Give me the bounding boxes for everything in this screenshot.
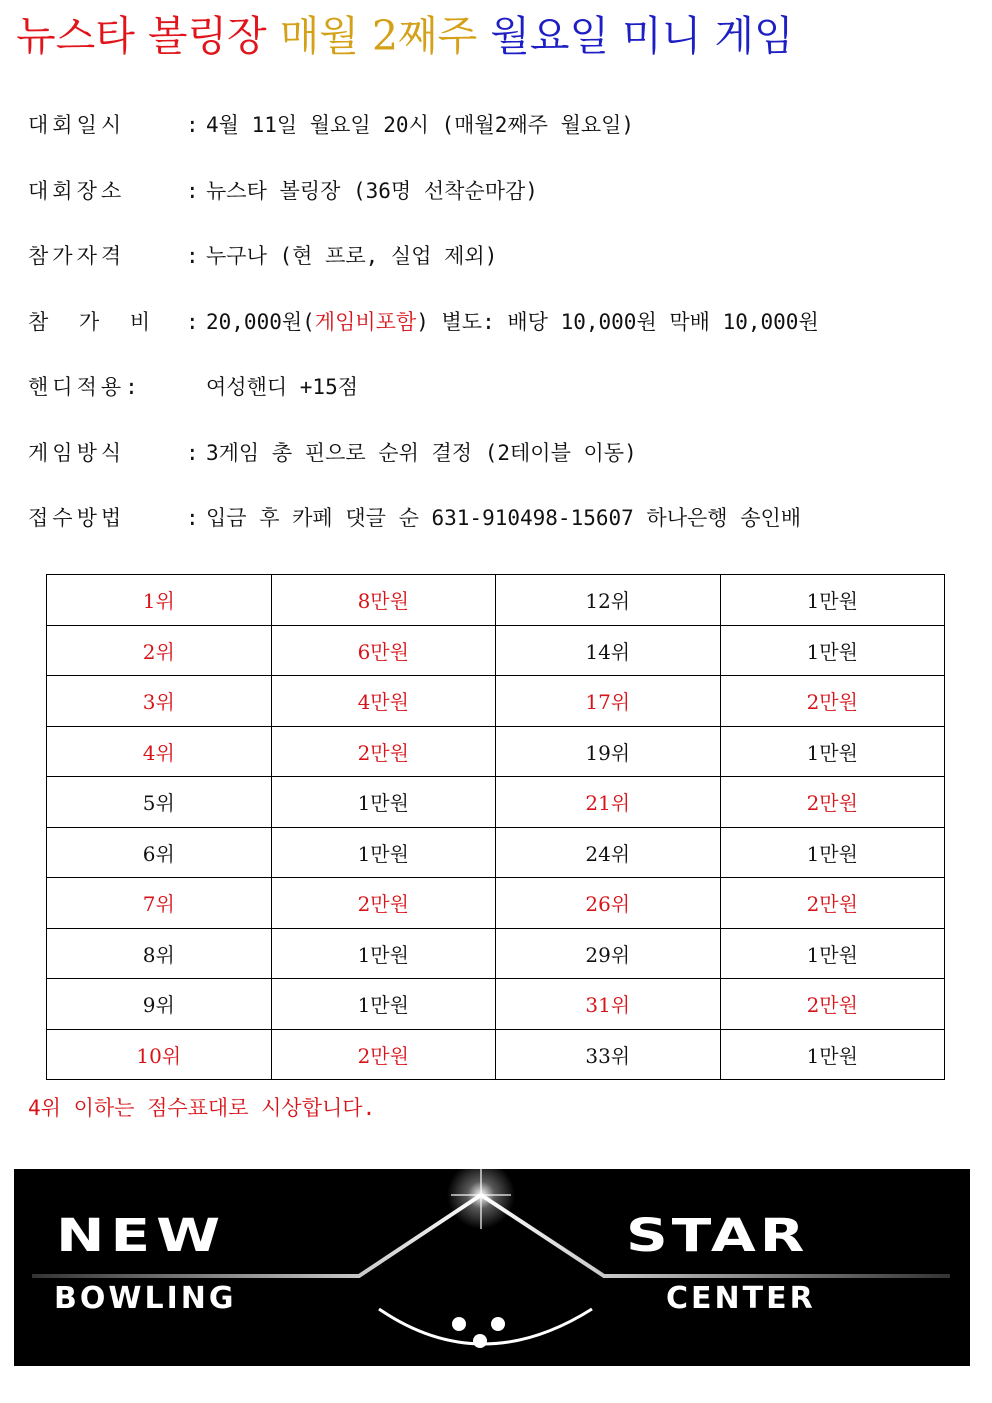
prize-cell: 1만원	[720, 928, 945, 979]
info-separator: :	[186, 113, 199, 137]
info-label: 접수방법	[28, 506, 126, 530]
info-label: 게임방식	[28, 440, 126, 465]
ball-hole-icon	[473, 1334, 487, 1348]
info-value: 입금 후 카페 댓글 순 631-910498-15607 하나은행 송인배	[206, 506, 802, 530]
logo-word-new: NEW	[56, 1209, 227, 1263]
prize-cell: 1만원	[720, 827, 945, 878]
prize-row	[47, 979, 945, 1030]
rank-cell: 19위	[496, 726, 721, 777]
rank-cell: 9위	[47, 979, 272, 1030]
prize-cell: 1만원	[720, 726, 945, 777]
rank-cell: 6위	[47, 827, 272, 878]
rank-cell: 8위	[47, 928, 272, 979]
info-label: 핸디적용:	[28, 375, 142, 399]
prize-row	[47, 777, 945, 828]
event-info	[28, 106, 968, 565]
info-row-date	[28, 106, 968, 172]
rank-cell: 14위	[496, 625, 721, 676]
rank-cell: 3위	[47, 676, 272, 727]
info-row-handicap	[28, 368, 968, 434]
info-value: 4월 11일 월요일 20시 (매월2째주 월요일)	[206, 113, 635, 137]
rank-cell: 7위	[47, 878, 272, 929]
info-separator: :	[186, 178, 199, 203]
prize-row	[47, 676, 945, 727]
prize-row	[47, 928, 945, 979]
prize-row	[47, 878, 945, 929]
prize-cell: 4만원	[271, 676, 496, 727]
page-title	[16, 8, 986, 64]
info-separator: :	[186, 440, 199, 465]
info-row-eligibility	[28, 237, 968, 303]
prize-cell: 1만원	[271, 979, 496, 1030]
prize-cell: 1만원	[271, 827, 496, 878]
prize-cell: 2만원	[271, 1029, 496, 1080]
info-row-method	[28, 434, 968, 500]
info-value: 20,000원(	[206, 309, 315, 334]
prize-cell: 8만원	[271, 575, 496, 626]
title-part-event: 월요일 미니 게임	[490, 12, 794, 60]
prize-cell: 1만원	[271, 777, 496, 828]
prize-table-body	[47, 575, 945, 1080]
info-value-highlight: 게임비포함	[314, 309, 417, 334]
title-part-schedule: 매월 2째주	[279, 12, 491, 60]
rank-cell: 4위	[47, 726, 272, 777]
prize-table	[46, 574, 945, 1080]
logo-word-center: CENTER	[666, 1281, 816, 1316]
info-label: 참 가 비	[28, 309, 160, 334]
prize-cell: 2만원	[720, 878, 945, 929]
info-value: 3게임 총 핀으로 순위 결정 (2테이블 이동)	[206, 440, 637, 465]
new-star-logo	[14, 1169, 970, 1366]
ball-hole-icon	[491, 1317, 505, 1331]
info-label: 대회일시	[28, 113, 126, 137]
rank-cell: 24위	[496, 827, 721, 878]
title-part-venue: 뉴스타 볼링장	[16, 12, 280, 60]
prize-cell: 6만원	[271, 625, 496, 676]
rank-cell: 5위	[47, 777, 272, 828]
prize-row	[47, 625, 945, 676]
ball-hole-icon	[452, 1317, 466, 1331]
info-label: 대회장소	[28, 178, 126, 203]
prize-cell: 2만원	[271, 878, 496, 929]
rank-cell: 26위	[496, 878, 721, 929]
prize-cell: 1만원	[720, 1029, 945, 1080]
prize-cell: 1만원	[720, 625, 945, 676]
info-separator: :	[186, 244, 199, 268]
info-separator: :	[186, 506, 199, 530]
prize-cell: 2만원	[720, 676, 945, 727]
prize-row	[47, 827, 945, 878]
rank-cell: 17위	[496, 676, 721, 727]
rank-cell: 21위	[496, 777, 721, 828]
prize-row	[47, 726, 945, 777]
info-row-registration	[28, 499, 968, 565]
info-value: 누구나 (현 프로, 실업 제외)	[206, 244, 498, 268]
prize-row	[47, 1029, 945, 1080]
rank-cell: 12위	[496, 575, 721, 626]
logo-graphic	[14, 1169, 970, 1366]
prize-cell: 2만원	[271, 726, 496, 777]
rank-cell: 29위	[496, 928, 721, 979]
prize-cell: 2만원	[720, 777, 945, 828]
info-value: ) 별도: 배당 10,000원 막배 10,000원	[416, 309, 819, 334]
info-row-fee	[28, 303, 968, 369]
rank-cell: 31위	[496, 979, 721, 1030]
info-value: 뉴스타 볼링장 (36명 선착순마감)	[206, 178, 538, 203]
prize-note: 4위 이하는 점수표대로 시상합니다.	[28, 1096, 376, 1120]
info-label: 참가자격	[28, 244, 126, 268]
rank-cell: 33위	[496, 1029, 721, 1080]
prize-cell: 1만원	[271, 928, 496, 979]
logo-word-star: STAR	[626, 1209, 809, 1263]
prize-cell: 1만원	[720, 575, 945, 626]
info-separator: :	[186, 309, 199, 334]
prize-row	[47, 575, 945, 626]
rank-cell: 2위	[47, 625, 272, 676]
rank-cell: 10위	[47, 1029, 272, 1080]
logo-word-bowling: BOWLING	[54, 1281, 237, 1316]
info-value: 여성핸디 +15점	[206, 375, 359, 399]
prize-cell: 2만원	[720, 979, 945, 1030]
rank-cell: 1위	[47, 575, 272, 626]
info-row-venue	[28, 172, 968, 238]
